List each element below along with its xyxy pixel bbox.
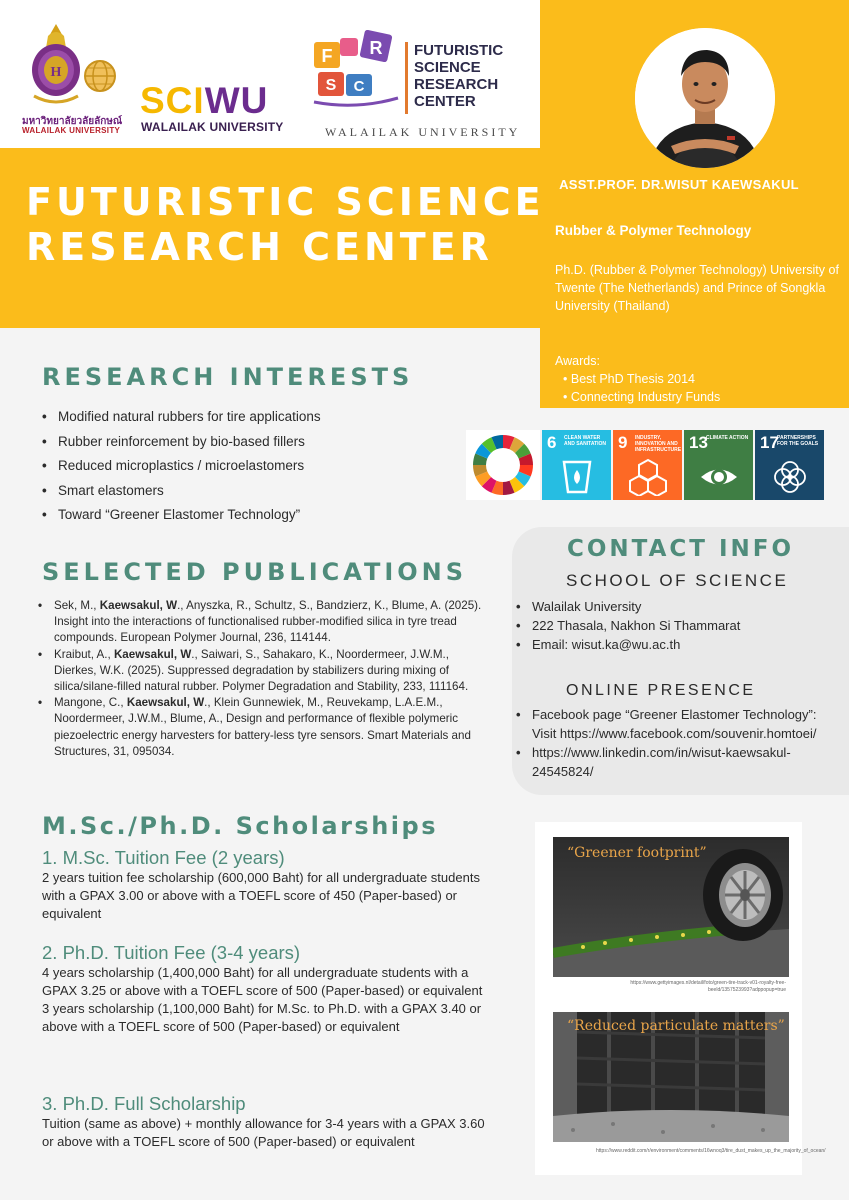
- fsrc-logo-name: FUTURISTIC SCIENCE RESEARCH CENTER: [414, 42, 504, 110]
- walailak-english-name: WALAILAK UNIVERSITY: [22, 126, 121, 135]
- profile-photo: [635, 28, 775, 168]
- sdg-label: CLEAN WATER AND SANITATION: [564, 435, 607, 447]
- list-item: • 222 Thasala, Nakhon Si Thammarat: [514, 616, 834, 635]
- sciwu-logo-sci: SCI: [140, 80, 205, 121]
- publication-author-highlight: Kaewsakul, W: [126, 696, 205, 710]
- fsrc-logo-university: WALAILAK UNIVERSITY: [325, 125, 521, 139]
- svg-text:F: F: [321, 46, 333, 66]
- scholarship-phd-tuition: [42, 942, 497, 1036]
- professor-name: ASST.PROF. DR.WISUT KAEWSAKUL: [559, 177, 799, 192]
- water-drop-icon: [558, 458, 596, 496]
- sciwu-logo: [140, 82, 268, 119]
- scholarship-msc: [42, 847, 497, 923]
- contact-heading: CONTACT INFO: [567, 536, 795, 562]
- research-interests-list: [40, 405, 460, 528]
- sdg-number: 9: [618, 433, 628, 452]
- scholarship-title: 1. M.Sc. Tuition Fee (2 years): [42, 847, 285, 868]
- list-item: • Modified natural rubbers for tire applications: [40, 405, 460, 430]
- list-item: [36, 598, 491, 647]
- publications-list: [36, 598, 491, 760]
- awards-block: [555, 352, 840, 406]
- sdg-wheel-icon: [466, 430, 540, 500]
- fsrc-logo-divider: [405, 42, 408, 114]
- list-item: • Smart elastomers: [40, 479, 460, 504]
- sdg-label: PARTNERSHIPS FOR THE GOALS: [777, 435, 819, 447]
- walailak-thai-name: มหาวิทยาลัยวลัยลักษณ์: [22, 116, 123, 127]
- award-item: • Best PhD Thesis 2014: [563, 370, 840, 388]
- logo-strip: [0, 0, 540, 148]
- online-presence-list: [514, 705, 836, 781]
- list-item: • Toward “Greener Elastomer Technology”: [40, 503, 460, 528]
- scholarships-heading: M.Sc./Ph.D. Scholarships: [42, 812, 438, 840]
- sdg-color-wheel: [470, 432, 536, 498]
- eye-globe-icon: [700, 458, 738, 496]
- publication-authors-pre: Mangone, C.,: [54, 696, 127, 710]
- award-item: • Connecting Industry Funds: [563, 388, 840, 406]
- publications-heading: SELECTED PUBLICATIONS: [42, 558, 468, 586]
- scholarship-text: 3 years scholarship (1,100,000 Baht) for M.Sc. to Ph.D. with a GPAX 3.40 or above with a TOEFL score of 500 (Paper-based) or equivalent: [42, 1001, 482, 1034]
- publication-author-highlight: Kaewsakul, W: [113, 647, 192, 661]
- online-presence-heading: ONLINE PRESENCE: [566, 682, 756, 699]
- sdg-number: 13: [689, 433, 708, 452]
- walailak-seal-logo: [26, 22, 86, 108]
- svg-text:R: R: [369, 38, 383, 58]
- publication-rest: ., Anyszka, R., Schultz, S., Bandzierz, K., Blume, A. (2025). Insight into the interactions of functionalised rubber-modified silica in tyre tread compounds. European Polymer Journal, 236, 114144.: [54, 599, 482, 645]
- globe-logo: [80, 58, 120, 98]
- scholarship-title: 3. Ph.D. Full Scholarship: [42, 1093, 246, 1114]
- research-interests-heading: RESEARCH INTERESTS: [42, 363, 414, 391]
- list-item: • Reduced microplastics / microelastomers: [40, 454, 460, 479]
- photo-source: https://www.gettyimages.nl/detail/foto/green-tire-track-v01-royalty-free-beeld/1357523993?adppopup=true: [630, 980, 786, 993]
- sciwu-subtitle: WALAILAK UNIVERSITY: [141, 120, 284, 134]
- list-item: [36, 695, 491, 760]
- person-portrait-icon: [635, 28, 775, 168]
- list-item: • Walailak University: [514, 597, 834, 616]
- cubes-icon: [629, 458, 667, 496]
- scholarship-text: Tuition (same as above) + monthly allowance for 3-4 years with a GPAX 3.60 or above with a TOEFL score of 500 (Paper-based) or equivalent: [42, 1116, 485, 1149]
- sdg-label: INDUSTRY, INNOVATION AND INFRASTRUCTURE: [635, 435, 682, 453]
- professor-degree: Ph.D. (Rubber & Polymer Technology) University of Twente (The Netherlands) and Prince of Songkla University (Thailand): [555, 263, 839, 313]
- linkedin-link[interactable]: • https://www.linkedin.com/in/wisut-kaewsakul-24545824/: [514, 743, 836, 781]
- sdg-number: 17: [760, 433, 779, 452]
- sdg-tile-6: [542, 430, 611, 500]
- sdg-tiles: [466, 430, 824, 500]
- professor-field: Rubber & Polymer Technology: [555, 223, 752, 238]
- svg-text:H: H: [50, 65, 62, 80]
- publication-authors-pre: Kraibut, A.,: [54, 647, 114, 661]
- scholarship-text: 2 years tuition fee scholarship (600,000 Baht) for all undergraduate students with a GPAX 3.00 or above with a TOEFL score of 450 (Paper-based) or equivalent: [42, 870, 480, 921]
- publication-rest: ., Saiwari, S., Sahakaro, K., Noordermeer, J.W.M., Dierkes, W.K. (2025). Suppressed degradation by stabilizers during mixing of silica/silane-filled natural rubber. Polymer Degradation and Stability, 233, 111164.: [54, 647, 469, 694]
- sdg-tile-17: [755, 430, 824, 500]
- photo-caption: “Greener footprint”: [567, 845, 707, 861]
- awards-label: Awards:: [555, 354, 600, 368]
- email-link[interactable]: • Email: wisut.ka@wu.ac.th: [514, 635, 834, 654]
- photo-source: https://www.reddit.com/r/environment/comments/16wnoq3/tire_dust_makes_up_the_majority_of_ocean/: [596, 1148, 826, 1154]
- publication-authors-pre: Sek, M.,: [54, 599, 100, 612]
- publication-rest: ., Klein Gunnewiek, M., Reuvekamp, L.A.E.M., Noordermeer, J.W.M., Blume, A., Design and performance of flexible polymeric piezoelectric energy harvesters for battery-less tyre sensors. Smart Materials and Structures, 31, 095034.: [54, 696, 471, 758]
- contact-list: [514, 597, 834, 654]
- facebook-link[interactable]: • Facebook page “Greener Elastomer Technology”: Visit https://www.facebook.com/souvenir.homtoei/: [514, 705, 836, 743]
- school-label: SCHOOL OF SCIENCE: [566, 571, 789, 590]
- sdg-tile-9: [613, 430, 682, 500]
- sdg-tile-13: [684, 430, 753, 500]
- rings-icon: [771, 458, 809, 496]
- sciwu-logo-wu: WU: [204, 80, 269, 121]
- photo-caption: “Reduced particulate matters”: [567, 1018, 785, 1034]
- sdg-label: CLIMATE ACTION: [706, 435, 749, 441]
- scholarship-text: 4 years scholarship (1,400,000 Baht) for all undergraduate students with a GPAX 3.25 or above with a TOEFL score of 500 (Paper-based) or equivalent: [42, 965, 483, 998]
- svg-text:C: C: [353, 78, 365, 95]
- fsrc-puzzle-logo: [310, 30, 402, 110]
- scholarship-phd-full: [42, 1093, 497, 1151]
- list-item: [36, 647, 491, 696]
- publication-author-highlight: Kaewsakul, W: [99, 599, 178, 612]
- scholarship-title: 2. Ph.D. Tuition Fee (3-4 years): [42, 942, 301, 963]
- sdg-number: 6: [547, 433, 557, 452]
- svg-text:S: S: [325, 77, 337, 94]
- page-title: FUTURISTIC SCIENCE RESEARCH CENTER: [26, 180, 545, 269]
- list-item: • Rubber reinforcement by bio-based fillers: [40, 430, 460, 455]
